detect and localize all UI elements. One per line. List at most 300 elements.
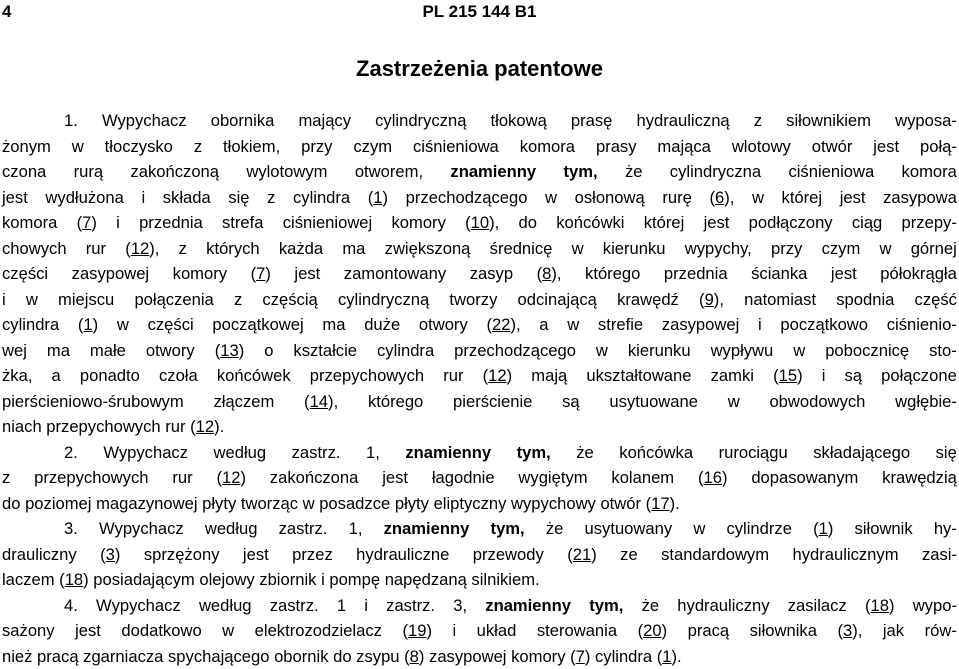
claim-text-line	[2, 618, 957, 644]
word: do	[519, 210, 537, 236]
word: wylotowym	[246, 159, 327, 185]
word: pompę	[329, 567, 380, 593]
word: 1	[337, 593, 346, 619]
word: natomiast	[744, 287, 816, 313]
word: otwory	[419, 312, 468, 338]
word: (12).	[190, 414, 224, 440]
word: końcówki	[556, 210, 624, 236]
claim-text-line	[2, 312, 957, 338]
word: z	[267, 185, 275, 211]
word: zastrz.	[270, 593, 319, 619]
word: krawędzią	[882, 465, 957, 491]
word: połączenia	[134, 287, 213, 313]
word: laczem	[2, 567, 55, 593]
word: hydrauliczną	[637, 108, 730, 134]
word: strefie	[598, 312, 643, 338]
word: wyposa-	[895, 108, 957, 134]
word: w	[567, 312, 579, 338]
word: mają	[531, 363, 567, 389]
word: wej	[2, 338, 27, 364]
word: posadzce	[319, 491, 390, 517]
word: według	[214, 440, 267, 466]
word: każda	[279, 236, 323, 262]
word: zasypowa	[883, 185, 957, 211]
word: rur	[172, 465, 192, 491]
word: przechodzącego	[406, 185, 528, 211]
word: (16)	[698, 465, 728, 491]
word: składającego	[813, 440, 910, 466]
word: (12)	[216, 465, 246, 491]
word: napędzaną	[385, 567, 467, 593]
word: z	[754, 108, 762, 134]
word: (14),	[304, 389, 338, 415]
word: ma	[342, 236, 365, 262]
word: cylindra	[2, 312, 59, 338]
word: drauliczny	[2, 542, 77, 568]
word: częścią	[262, 287, 317, 313]
word: przepy-	[902, 210, 957, 236]
word: w	[26, 287, 38, 313]
word: i	[141, 185, 145, 211]
word: początkowej	[212, 312, 303, 338]
word: (1)	[78, 312, 98, 338]
word: w	[117, 312, 129, 338]
word: pracą	[688, 618, 730, 644]
word: czym	[353, 134, 392, 160]
word: i	[2, 287, 6, 313]
word: (19)	[402, 618, 432, 644]
word: cylindryczna	[670, 159, 761, 185]
word: kolanem	[611, 465, 674, 491]
word: rurą	[74, 159, 104, 185]
word: rur	[165, 414, 185, 440]
word: jest	[840, 185, 866, 211]
word: początkowo	[780, 312, 868, 338]
word: łagodnie	[432, 465, 495, 491]
word: przechodzącego	[454, 338, 576, 364]
word: w	[880, 236, 892, 262]
word: magazynowej	[96, 491, 197, 517]
word: cylindryczną	[375, 108, 466, 134]
word: średnicę	[490, 236, 553, 262]
word: zasyp	[470, 261, 513, 287]
word: według	[199, 593, 252, 619]
word: części	[148, 312, 194, 338]
word: otwór	[812, 134, 853, 160]
word: i	[321, 567, 325, 593]
word: zasi-	[922, 542, 957, 568]
claim-text-line	[2, 287, 957, 313]
word: w	[545, 185, 557, 211]
word: się	[936, 440, 957, 466]
claim-text-line	[2, 134, 957, 160]
word: w	[303, 491, 315, 517]
word: sażony	[2, 618, 55, 644]
word: ciśnieniowa	[788, 159, 874, 185]
word: której	[782, 185, 823, 211]
word: sprzężony	[144, 542, 220, 568]
claim-text-line	[2, 542, 957, 568]
word: ma	[47, 338, 70, 364]
word: że	[546, 516, 564, 542]
word: której	[644, 210, 685, 236]
page-header	[0, 2, 959, 26]
word: prasę	[571, 108, 613, 134]
word: ciśnienio-	[887, 312, 957, 338]
word: zasilacz	[788, 593, 847, 619]
word: rur	[443, 363, 463, 389]
word: rurę	[662, 185, 692, 211]
word: tłoczysko	[105, 134, 173, 160]
claim-text-line	[2, 338, 957, 364]
word: wypychowy	[511, 491, 596, 517]
word: usytuowane	[609, 389, 698, 415]
claim-text-line	[2, 210, 957, 236]
word: zamki	[711, 363, 754, 389]
claim-text-line	[2, 159, 957, 185]
word: tworząc	[241, 491, 298, 517]
claim-text-line	[2, 491, 957, 517]
word: z	[234, 287, 242, 313]
word: wypychy,	[685, 236, 752, 262]
word: przez	[292, 542, 333, 568]
word: a	[52, 363, 61, 389]
word: którego	[368, 389, 423, 415]
claims-body	[2, 108, 957, 669]
word: odcinającą	[518, 287, 597, 313]
word: połączone	[881, 363, 957, 389]
word: w	[596, 338, 608, 364]
word: tworzy	[449, 287, 497, 313]
word: tłokiem,	[223, 134, 280, 160]
word: komory	[511, 644, 565, 669]
word: końcówka	[619, 440, 693, 466]
claim-text-line	[2, 236, 957, 262]
word: jest	[704, 210, 730, 236]
word: jest	[831, 261, 857, 287]
word: hydrauliczny	[677, 593, 769, 619]
word: górnej	[911, 236, 957, 262]
word: tłokową	[491, 108, 547, 134]
word: dodatkowo	[121, 618, 201, 644]
word: (8),	[537, 261, 562, 287]
word: z	[194, 134, 202, 160]
word: (12),	[125, 236, 159, 262]
word: komora	[2, 210, 57, 236]
word: jest	[2, 185, 28, 211]
word: znamienny	[405, 440, 491, 466]
word: ponadto	[80, 363, 140, 389]
word: jest	[873, 134, 899, 160]
word: pierścieniowo-śrubowym	[2, 389, 184, 415]
claim-text-line	[2, 567, 957, 593]
claim-text-line	[2, 363, 957, 389]
word: (18)	[59, 567, 89, 593]
word: 2.	[64, 440, 78, 466]
word: otwór	[600, 491, 641, 517]
word: półokrągła	[880, 261, 957, 287]
word: małe	[90, 338, 126, 364]
word: wypływu	[711, 338, 774, 364]
word: (1)	[813, 516, 833, 542]
word: hydrauliczne	[356, 542, 449, 568]
word: (17).	[646, 491, 680, 517]
word: chowych	[2, 236, 67, 262]
word: (3),	[837, 618, 862, 644]
word: żonym	[2, 134, 51, 160]
claim-text-line	[2, 389, 957, 415]
word: są	[562, 389, 580, 415]
word: osłonową	[575, 185, 645, 211]
section-title: Zastrzeżenia patentowe	[0, 56, 959, 82]
word: zakończoną	[130, 159, 219, 185]
word: przednia	[139, 210, 203, 236]
claim-text-line	[2, 516, 957, 542]
word: połą-	[920, 134, 957, 160]
word: płyty	[202, 491, 236, 517]
word: cylindra	[377, 338, 434, 364]
word: 3.	[64, 516, 78, 542]
claim-text-line	[2, 644, 957, 669]
word: olejowy	[199, 567, 254, 593]
word: znamienny	[485, 593, 571, 619]
word: część	[915, 287, 957, 313]
word: strefa	[222, 210, 264, 236]
word: ciśnieniowej	[283, 210, 372, 236]
word: w	[222, 618, 234, 644]
word: Wypychacz	[102, 108, 187, 134]
word: siłownikiem	[786, 108, 871, 134]
word: zasypowej	[662, 312, 739, 338]
word: złączem	[213, 389, 274, 415]
word: otworem,	[355, 159, 423, 185]
word: w	[693, 516, 705, 542]
word: końcówek	[217, 363, 291, 389]
word: hy-	[934, 516, 957, 542]
word: do	[333, 644, 351, 669]
word: jest	[243, 542, 269, 568]
word: 1,	[349, 516, 363, 542]
word: pracą	[37, 644, 79, 669]
word: z	[2, 465, 10, 491]
word: kształcie	[293, 338, 357, 364]
word: mająca	[657, 134, 711, 160]
word: (3)	[100, 542, 120, 568]
claim-text-line	[2, 593, 957, 619]
word: ma	[322, 312, 345, 338]
word: że	[642, 593, 660, 619]
word: w	[72, 134, 84, 160]
word: komory	[173, 261, 227, 287]
claim-text-line	[2, 465, 957, 491]
word: wypo-	[913, 593, 957, 619]
word: się	[228, 185, 249, 211]
claim-text-line	[2, 108, 957, 134]
word: (13)	[215, 338, 245, 364]
word: w	[572, 236, 584, 262]
word: (7)	[570, 644, 590, 669]
word: i	[116, 210, 120, 236]
word: do	[2, 491, 20, 517]
word: cylindra	[595, 644, 652, 669]
word: mający	[298, 108, 351, 134]
word: jest	[382, 465, 408, 491]
word: w	[728, 389, 740, 415]
word: ze	[620, 542, 638, 568]
word: ścianka	[751, 261, 807, 287]
word: (1)	[368, 185, 388, 211]
claim-text-line	[2, 414, 957, 440]
word: płyty	[395, 491, 429, 517]
word: nież	[2, 644, 32, 669]
word: żka,	[2, 363, 32, 389]
word: tym,	[517, 440, 551, 466]
patent-number: PL 215 144 B1	[0, 2, 959, 22]
word: (1).	[657, 644, 682, 669]
claim-text-line	[2, 185, 957, 211]
word: (6),	[709, 185, 734, 211]
word: ukształtowane	[586, 363, 691, 389]
word: hydraulicznym	[792, 542, 898, 568]
word: zakończona	[270, 465, 359, 491]
word: układ	[477, 618, 517, 644]
word: i	[364, 593, 368, 619]
word: zastrz.	[292, 440, 341, 466]
word: zbiornik	[259, 567, 316, 593]
word: pierścienie	[453, 389, 532, 415]
word: rur	[86, 236, 106, 262]
word: zamontowany	[344, 261, 446, 287]
word: (22),	[486, 312, 520, 338]
word: zwiększoną	[385, 236, 471, 262]
word: znamienny	[384, 516, 470, 542]
word: zasypowej	[429, 644, 506, 669]
word: przy	[301, 134, 332, 160]
word: otwory	[146, 338, 195, 364]
word: cylindryczną	[338, 287, 429, 313]
word: tym,	[589, 593, 623, 619]
word: niach	[2, 414, 42, 440]
word: (7)	[251, 261, 271, 287]
word: że	[625, 159, 643, 185]
word: tym,	[563, 159, 597, 185]
word: przepychowych	[46, 414, 160, 440]
word: części	[2, 261, 48, 287]
word: siłownik	[855, 516, 913, 542]
word: rów-	[925, 618, 957, 644]
word: o	[264, 338, 273, 364]
word: i	[822, 363, 826, 389]
word: że	[576, 440, 594, 466]
word: posiadającym	[93, 567, 194, 593]
word: zgarniacza	[83, 644, 163, 669]
word: przepychowych	[310, 363, 424, 389]
word: których	[206, 236, 259, 262]
word: kierunku	[603, 236, 666, 262]
claim-text-line	[2, 261, 957, 287]
word: spychającego	[168, 644, 269, 669]
word: Wypychacz	[99, 516, 184, 542]
word: zastrz.	[279, 516, 328, 542]
word: cylindrze	[726, 516, 791, 542]
word: sto-	[929, 338, 957, 364]
word: duże	[364, 312, 400, 338]
word: kierunku	[628, 338, 691, 364]
page-number: 4	[2, 2, 11, 22]
word: (18)	[865, 593, 895, 619]
claim-text-line	[2, 440, 957, 466]
word: i	[758, 312, 762, 338]
word: a	[539, 312, 548, 338]
word: 3,	[453, 593, 467, 619]
word: (21)	[567, 542, 597, 568]
word: siłownika	[750, 618, 817, 644]
word: czym	[822, 236, 861, 262]
word: krawędź	[617, 287, 679, 313]
word: komory	[391, 210, 445, 236]
word: ciśnieniowa	[413, 134, 499, 160]
word: w	[752, 185, 764, 211]
word: jest	[75, 618, 101, 644]
word: (10),	[465, 210, 499, 236]
word: są	[845, 363, 863, 389]
word: obwodowych	[769, 389, 865, 415]
word: znamienny	[450, 159, 536, 185]
word: czona	[2, 159, 46, 185]
word: standardowym	[661, 542, 769, 568]
word: zsypu	[356, 644, 399, 669]
word: (20)	[638, 618, 668, 644]
word: (7)	[77, 210, 97, 236]
word: usytuowany	[585, 516, 673, 542]
word: obornika	[211, 108, 275, 134]
word: (8)	[404, 644, 424, 669]
word: prasy	[596, 134, 637, 160]
word: elektrozodzielacz	[255, 618, 382, 644]
word: jest	[294, 261, 320, 287]
word: dopasowanym	[751, 465, 858, 491]
word: (15)	[773, 363, 803, 389]
word: pobocznicę	[825, 338, 909, 364]
word: cylindra	[293, 185, 350, 211]
word: wlotowy	[732, 134, 791, 160]
word: składa	[163, 185, 211, 211]
word: (9),	[699, 287, 724, 313]
word: z	[179, 236, 187, 262]
word: przy	[771, 236, 802, 262]
word: Wypychacz	[103, 440, 188, 466]
word: poziomej	[25, 491, 91, 517]
word: komora	[902, 159, 957, 185]
word: rurociągu	[719, 440, 788, 466]
word: zasypowej	[72, 261, 149, 287]
word: 1.	[64, 108, 78, 134]
word: eliptyczny	[434, 491, 507, 517]
word: Wypychacz	[96, 593, 181, 619]
word: zastrz.	[386, 593, 435, 619]
word: przepychowych	[34, 465, 148, 491]
word: przewody	[473, 542, 544, 568]
word: 1,	[366, 440, 380, 466]
word: w	[793, 338, 805, 364]
word: sterowania	[537, 618, 617, 644]
word: podłączony	[749, 210, 833, 236]
word: którego	[585, 261, 640, 287]
word: wgłębie-	[895, 389, 957, 415]
word: ciąg	[852, 210, 882, 236]
word: jak	[883, 618, 904, 644]
word: silnikiem.	[471, 567, 539, 593]
